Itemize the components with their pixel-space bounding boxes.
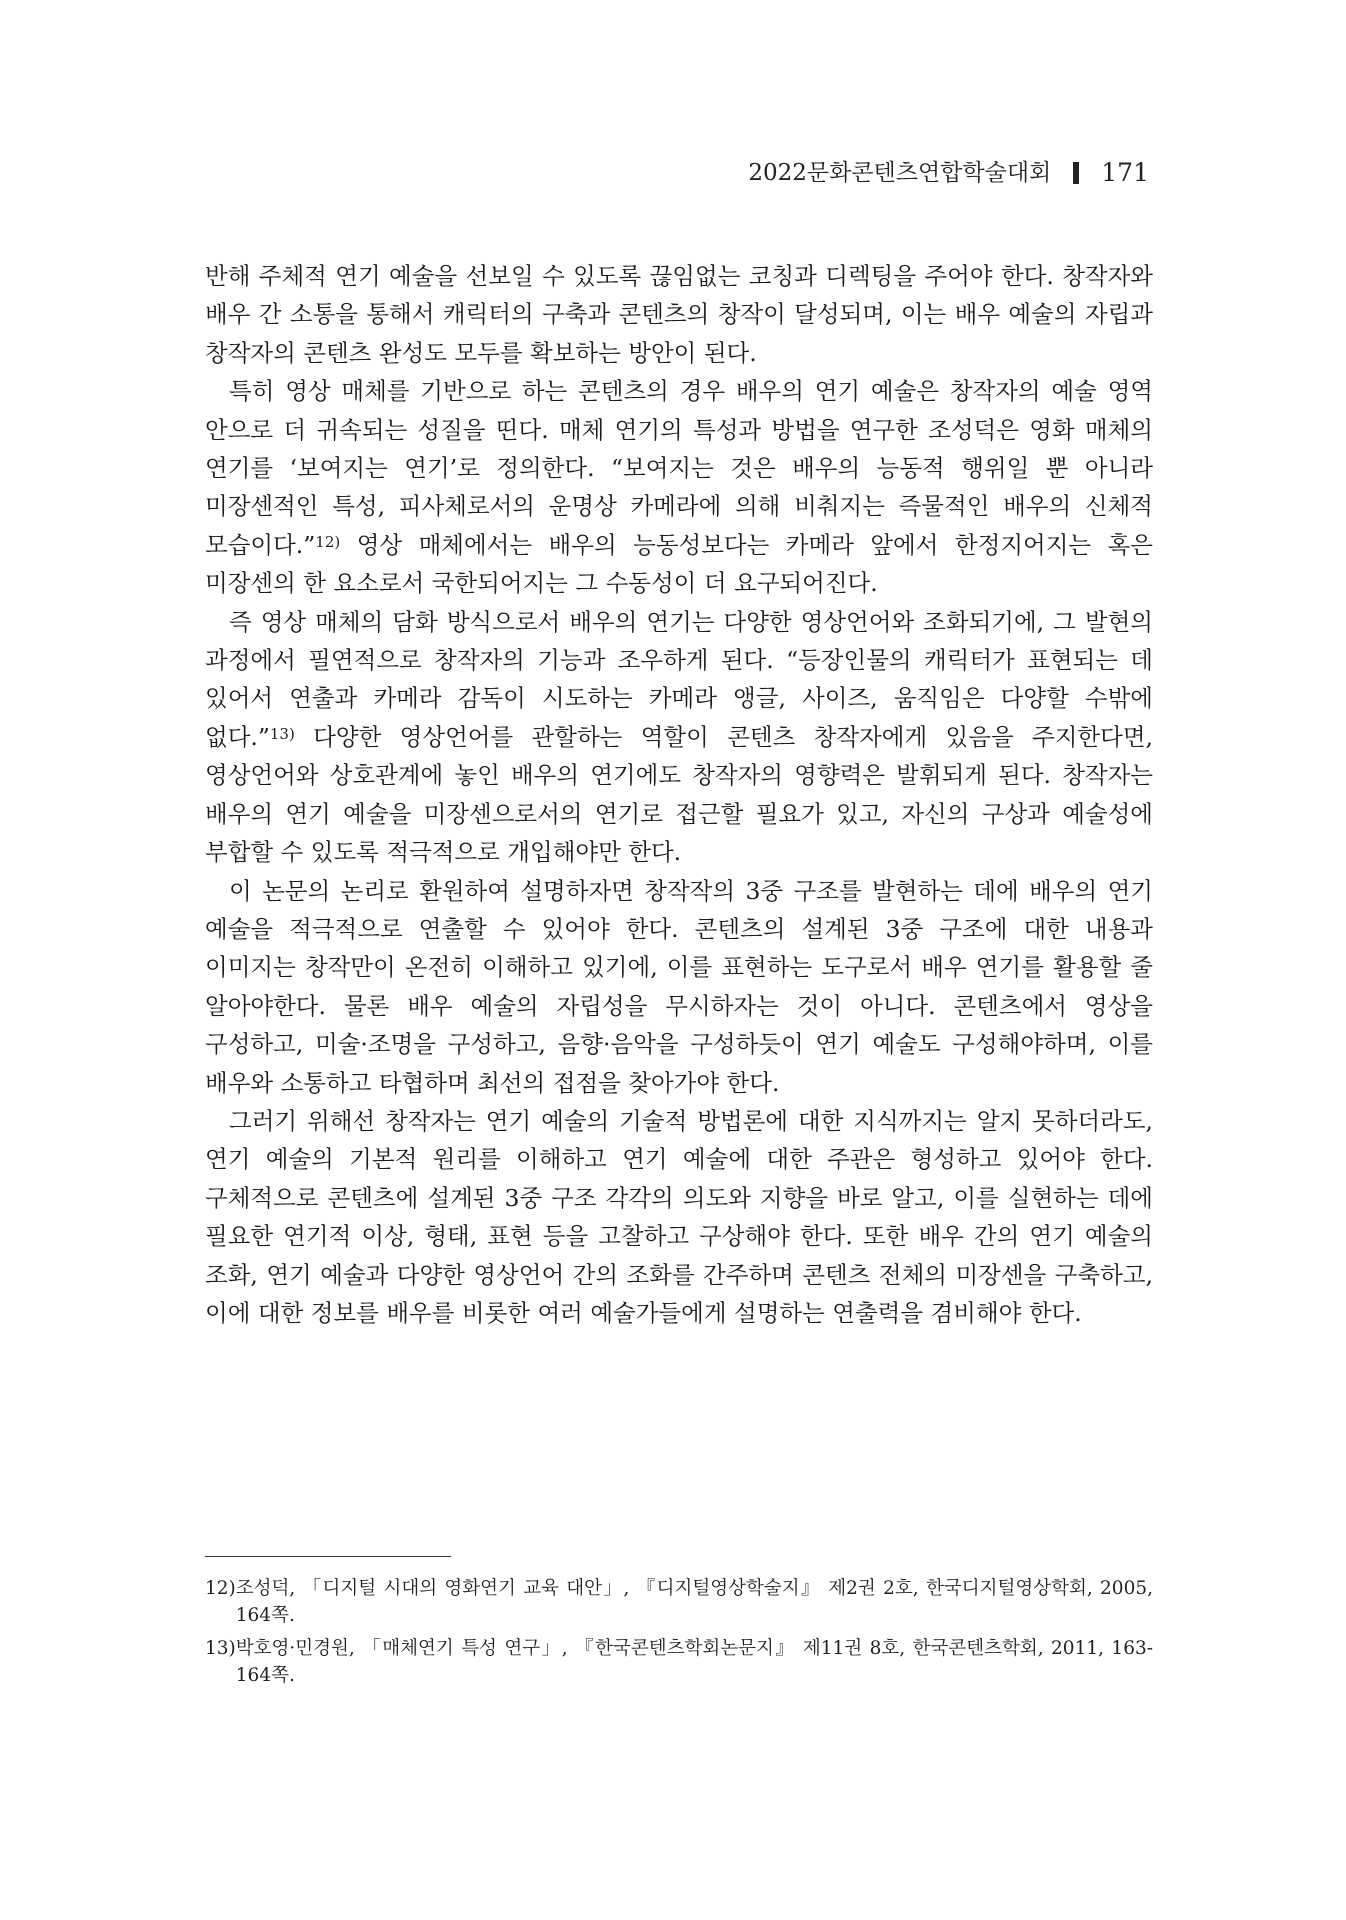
paragraph-2	[205, 372, 1153, 602]
footnote-text: 박호영·민경원, 「매체연기 특성 연구」, 『한국콘텐츠학회논문지』 제11권 8호, 한국콘텐츠학회, 2011, 163-164쪽.	[235, 1638, 1153, 1686]
header-separator-bar	[1073, 162, 1079, 184]
paragraph-3-text: 즉 영상 매체의 담화 방식으로서 배우의 연기는 다양한 영상언어와 조화되기에, 그 발현의 과정에서 필연적으로 창작자의 기능과 조우하게 된다. “등장인물의 캐릭터가 표현되는 데 있어서 연출과 카메라 감독이 시도하는 카메라 앵글, 사이즈, 움직임은 다양할 수밖에 없다.”	[205, 607, 1153, 751]
paragraph-4	[205, 872, 1153, 1102]
footnote-text: 조성덕, 「디지털 시대의 영화연기 교육 대안」, 『디지털영상학술지』 제2권 2호, 한국디지털영상학회, 2005, 164쪽.	[235, 1578, 1153, 1626]
paragraph-2-text: 특히 영상 매체를 기반으로 하는 콘텐츠의 경우 배우의 연기 예술은 창작자의 예술 영역 안으로 더 귀속되는 성질을 띤다. 매체 연기의 특성과 방법을 연구한 조성덕은 영화 매체의 연기를 ‘보여지는 연기’로 정의한다. “보여지는 것은 배우의 능동적 행위일 뿐 아니라 미장센적인 특성, 피사체로서의 운명상 카메라에 의해 비춰지는 즉물적인 배우의 신체적 모습이다.”	[205, 377, 1153, 559]
footnote-ref-13[interactable]: 13)	[269, 724, 295, 743]
footnote-number: 12)	[205, 1578, 236, 1599]
footnote-ref-12[interactable]: 12)	[315, 532, 341, 551]
page-number: 171	[1101, 158, 1149, 187]
footnotes	[205, 1575, 1153, 1695]
paragraph-1-text: 반해 주체적 연기 예술을 선보일 수 있도록 끊임없는 코칭과 디렉팅을 주어야 한다. 창작자와 배우 간 소통을 통해서 캐릭터의 구축과 콘텐츠의 창작이 달성되며, 이는 배우 예술의 자립과 창작자의 콘텐츠 완성도 모두를 확보하는 방안이 된다.	[205, 262, 1153, 367]
footnote-number: 13)	[205, 1638, 236, 1659]
paragraph-5	[205, 1102, 1153, 1332]
footnote-13	[205, 1635, 1153, 1689]
paragraph-2-tail: 영상 매체에서는 배우의 능동성보다는 카메라 앞에서 한정지어지는 혹은 미장센의 한 요소로서 국한되어지는 그 수동성이 더 요구되어진다.	[205, 530, 1153, 598]
paragraph-4-text: 이 논문의 논리로 환원하여 설명하자면 창작작의 3중 구조를 발현하는 데에 배우의 연기 예술을 적극적으로 연출할 수 있어야 한다. 콘텐츠의 설계된 3중 구조에 대한 내용과 이미지는 창작만이 온전히 이해하고 있기에, 이를 표현하는 도구로서 배우 연기를 활용할 줄 알아야한다. 물론 배우 예술의 자립성을 무시하자는 것이 아니다. 콘텐츠에서 영상을 구성하고, 미술·조명을 구성하고, 음향·음악을 구성하듯이 연기 예술도 구성해야하며, 이를 배우와 소통하고 타협하며 최선의 접점을 찾아가야 한다.	[205, 876, 1153, 1097]
running-header	[748, 158, 1149, 188]
paragraph-1	[205, 257, 1153, 372]
running-header-title: 2022문화콘텐츠연합학술대회	[748, 160, 1052, 186]
paragraph-5-text: 그러기 위해선 창작자는 연기 예술의 기술적 방법론에 대한 지식까지는 알지 못하더라도, 연기 예술의 기본적 원리를 이해하고 연기 예술에 대한 주관은 형성하고 있어야 한다. 구체적으로 콘텐츠에 설계된 3중 구조 각각의 의도와 지향을 바로 알고, 이를 실현하는 데에 필요한 연기적 이상, 형태, 표현 등을 고찰하고 구상해야 한다. 또한 배우 간의 연기 예술의 조화, 연기 예술과 다양한 영상언어 간의 조화를 간주하며 콘텐츠 전체의 미장센을 구축하고, 이에 대한 정보를 배우를 비롯한 여러 예술가들에게 설명하는 연출력을 겸비해야 한다.	[205, 1106, 1153, 1327]
footnote-divider	[205, 1556, 451, 1557]
paragraph-3-tail: 다양한 영상언어를 관할하는 역할이 콘텐츠 창작자에게 있음을 주지한다면, 영상언어와 상호관계에 놓인 배우의 연기에도 창작자의 영향력은 발휘되게 된다. 창작자는 배우의 연기 예술을 미장센으로서의 연기로 접근할 필요가 있고, 자신의 구상과 예술성에 부합할 수 있도록 적극적으로 개입해야만 한다.	[205, 722, 1153, 867]
paragraph-3	[205, 603, 1153, 872]
body-text	[205, 257, 1153, 1332]
footnote-12	[205, 1575, 1153, 1629]
